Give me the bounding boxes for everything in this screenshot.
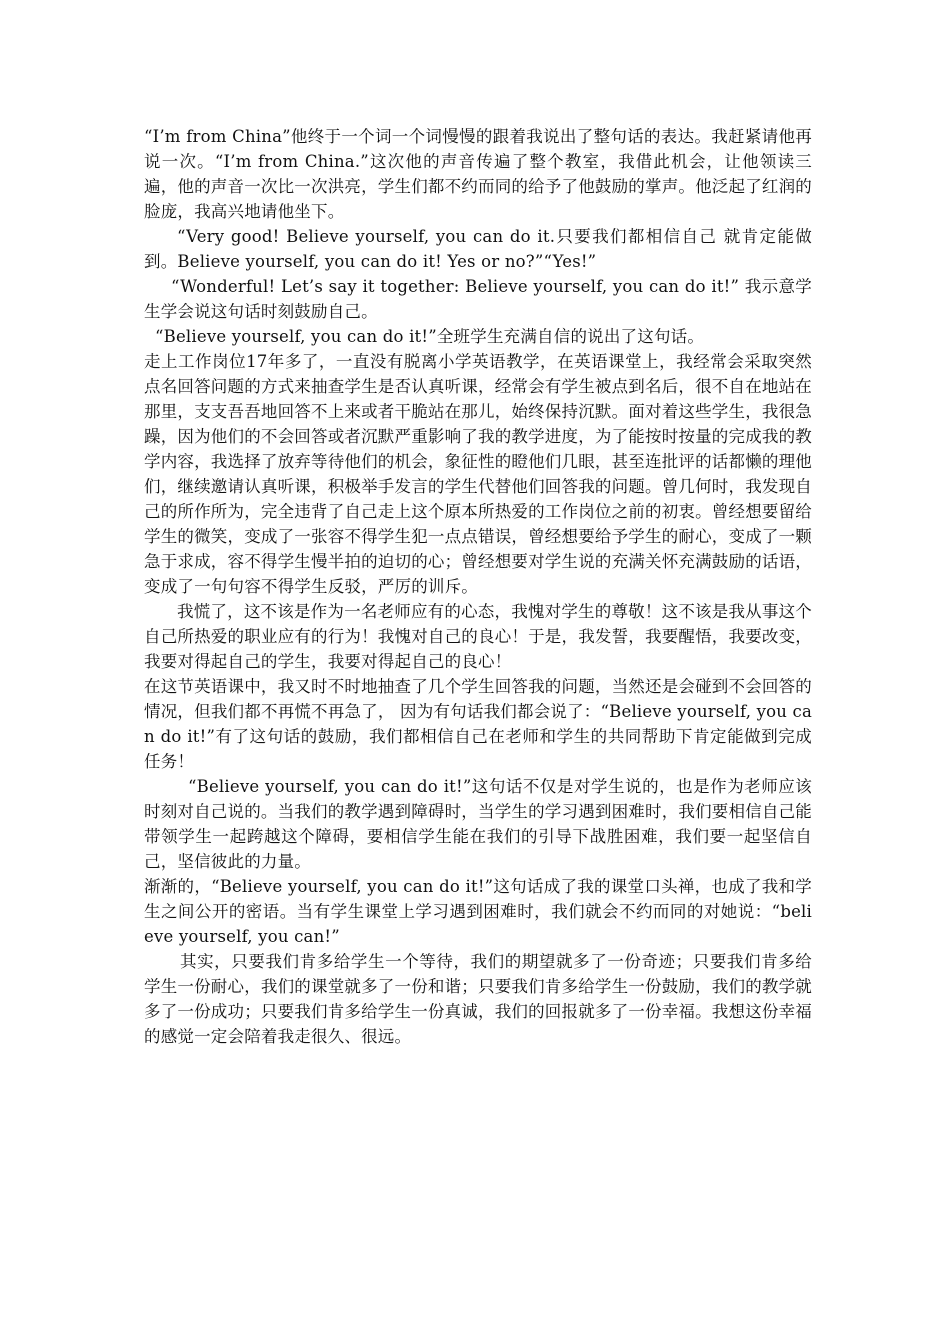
paragraph-4: “Believe yourself, you can do it!”全班学生充满自信的说出了这句话。 bbox=[155, 327, 705, 346]
paragraph-9: 渐渐的，“Believe yourself, you can do it!”这句话成了我的课堂口头禅，也成了我和学生之间公开的密语。当有学生课堂上学习遇到困难时，我们就会不约而同的对她说：“believe yourself, you can!” bbox=[144, 877, 812, 946]
paragraph-2: “Very good! Believe yourself, you can do it.只要我们都相信自己 就肯定能做到。Believe yourself, you can do it! Yes or no?”“Yes!” bbox=[144, 227, 812, 271]
paragraph-5: 走上工作岗位17年多了，一直没有脱离小学英语教学，在英语课堂上，我经常会采取突然点名回答问题的方式来抽查学生是否认真听课，经常会有学生被点到名后，很不自在地站在那里，支支吾吾地回答不上来或者干脆站在那儿，始终保持沉默。面对着这些学生，我很急躁，因为他们的不会回答或者沉默严重影响了我的教学进度，为了能按时按量的完成我的教学内容，我选择了放弃等待他们的机会，象征性的瞪他们几眼，甚至连批评的话都懒的理他们，继续邀请认真听课，积极举手发言的学生代替他们回答我的问题。曾几何时，我发现自己的所作所为，完全违背了自己走上这个原本所热爱的工作岗位之前的初衷。曾经想要留给学生的微笑，变成了一张容不得学生犯一点点错误，曾经想要给予学生的耐心，变成了一颗急于求成，容不得学生慢半拍的迫切的心；曾经想要对学生说的充满关怀充满鼓励的话语，变成了一句句容不得学生反驳，严厉的训斥。 bbox=[144, 352, 812, 596]
paragraph-10: 其实，只要我们肯多给学生一个等待，我们的期望就多了一份奇迹；只要我们肯多给学生一份耐心，我们的课堂就多了一份和谐；只要我们肯多给学生一份鼓励，我们的教学就多了一份成功；只要我们肯多给学生一份真诚，我们的回报就多了一份幸福。我想这份幸福的感觉一定会陪着我走很久、很远。 bbox=[144, 952, 812, 1046]
paragraph-8: “Believe yourself, you can do it!”这句话不仅是对学生说的，也是作为老师应该时刻对自己说的。当我们的教学遇到障碍时，当学生的学习遇到困难时，我们要相信自己能带领学生一起跨越这个障碍，要相信学生能在我们的引导下战胜困难，我们要一起坚信自己，坚信彼此的力量。 bbox=[144, 777, 812, 871]
paragraph-7: 在这节英语课中，我又时不时地抽查了几个学生回答我的问题，当然还是会碰到不会回答的情况，但我们都不再慌不再急了， 因为有句话我们都会说了：“Believe yourself, you can do it!”有了这句话的鼓励，我们都相信自己在老师和学生的共同帮助下肯定能做到完成任务！ bbox=[144, 677, 812, 771]
document-body bbox=[144, 124, 812, 1049]
paragraph-6: 我慌了，这不该是作为一名老师应有的心态，我愧对学生的尊敬！这不该是我从事这个自己所热爱的职业应有的行为！我愧对自己的良心！于是，我发誓，我要醒悟，我要改变，我要对得起自己的学生，我要对得起自己的良心！ bbox=[144, 602, 812, 671]
paragraph-3: “Wonderful! Let’s say it together: Believe yourself, you can do it!” 我示意学生学会说这句话时刻鼓励自己。 bbox=[144, 277, 812, 321]
paragraph-1: “I’m from China”他终于一个词一个词慢慢的跟着我说出了整句话的表达。我赶紧请他再说一次。“I’m from China.”这次他的声音传遍了整个教室，我借此机会，让他领读三遍，他的声音一次比一次洪亮，学生们都不约而同的给予了他鼓励的掌声。他泛起了红润的脸庞，我高兴地请他坐下。 bbox=[144, 127, 812, 221]
